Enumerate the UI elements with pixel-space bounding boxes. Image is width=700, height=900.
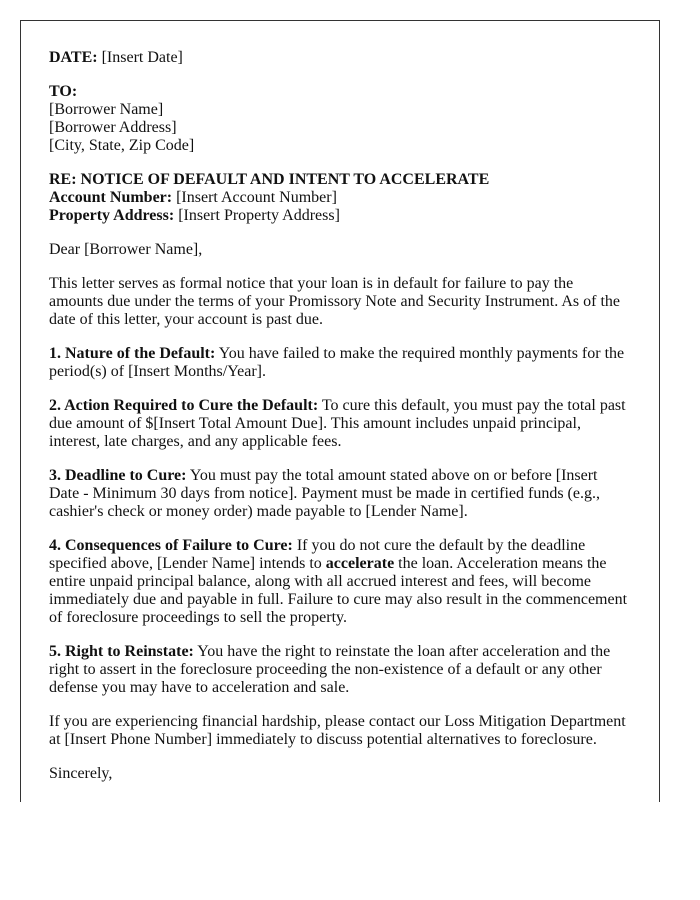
property-address-line (49, 207, 631, 225)
account-number-line (49, 189, 631, 207)
date-value: [Insert Date] (101, 49, 183, 66)
section-deadline-to-cure (49, 467, 631, 521)
section-nature-of-default (49, 345, 631, 381)
borrower-name: [Borrower Name] (49, 101, 164, 118)
section-right-to-reinstate (49, 643, 631, 697)
section-heading: 4. Consequences of Failure to Cure: (49, 537, 293, 554)
section-consequences (49, 537, 631, 627)
recipient-block (49, 83, 631, 155)
section-heading: 5. Right to Reinstate: (49, 643, 194, 660)
section-heading: 1. Nature of the Default: (49, 345, 216, 362)
letter-page (20, 20, 660, 802)
borrower-city-state-zip: [City, State, Zip Code] (49, 137, 195, 154)
accelerate-emphasis: accelerate (325, 555, 395, 572)
date-label: DATE: (49, 49, 98, 66)
intro-paragraph: This letter serves as formal notice that your loan is in default for failure to pay the amounts due under the terms of your Promissory Note and Security Instrument. As of the date of this letter, your account is past due. (49, 275, 621, 328)
to-label: TO: (49, 83, 78, 100)
section-text-before: If you do not cure the default by the deadline specified above, [Lender Name] intends to (49, 537, 586, 572)
section-heading: 3. Deadline to Cure: (49, 467, 187, 484)
section-action-required (49, 397, 631, 451)
account-number-label: Account Number: (49, 189, 173, 206)
borrower-address: [Borrower Address] (49, 119, 177, 136)
property-address-value: [Insert Property Address] (178, 207, 340, 224)
subject-line: RE: NOTICE OF DEFAULT AND INTENT TO ACCELERATE (49, 171, 490, 188)
re-block (49, 171, 631, 225)
section-heading: 2. Action Required to Cure the Default: (49, 397, 319, 414)
section-text: You have the right to reinstate the loan after acceleration and the right to assert in the foreclosure proceeding the non-existence of a default or any other defense you may have to acceleration and sale. (49, 643, 611, 696)
hardship-paragraph: If you are experiencing financial hardship, please contact our Loss Mitigation Department at [Insert Phone Number] immediately to discuss potential alternatives to foreclosure. (49, 713, 626, 748)
section-text-after: the loan. Acceleration means the entire unpaid principal balance, along with all accrued interest and fees, will become immediately due and payable in full. Failure to cure may also result in the commencement of foreclosure proceedings to sell the property. (49, 555, 628, 626)
property-address-label: Property Address: (49, 207, 175, 224)
section-text: You must pay the total amount stated above on or before [Insert Date - Minimum 30 days from notice]. Payment must be made in certified funds (e.g., cashier's check or money order) made payable to [Lender Name]. (49, 467, 600, 520)
salutation: Dear [Borrower Name], (49, 241, 203, 258)
section-text: To cure this default, you must pay the total past due amount of $[Insert Total Amount Due]. This amount includes unpaid principal, interest, late charges, and any applicable fees. (49, 397, 626, 450)
section-text: You have failed to make the required monthly payments for the period(s) of [Insert Months/Year]. (49, 345, 625, 380)
account-number-value: [Insert Account Number] (176, 189, 337, 206)
closing: Sincerely, (49, 765, 113, 782)
date-line (49, 49, 631, 67)
